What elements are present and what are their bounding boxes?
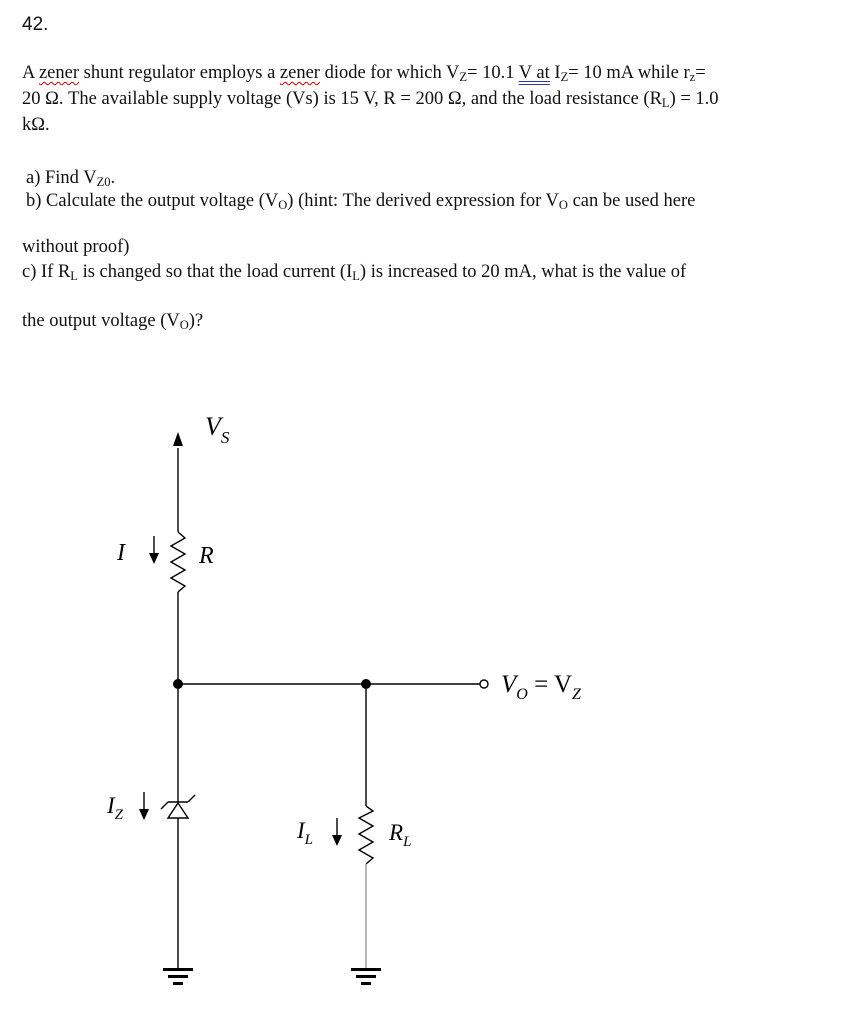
label-i: I: [117, 540, 125, 566]
ground-icon: [351, 968, 381, 985]
intro-text: I: [549, 63, 561, 83]
intro-text: = 10.1: [467, 63, 519, 83]
subscript: z: [689, 70, 696, 84]
part-text: is changed so that the load current (I: [77, 262, 353, 282]
subscript: L: [661, 96, 670, 110]
subscript: O: [558, 198, 568, 212]
subscript: L: [70, 269, 78, 283]
part-text: can be used here: [567, 191, 696, 211]
node-dot: [173, 679, 183, 689]
arrowhead-il: [332, 835, 342, 846]
resistor-rl: [359, 806, 373, 864]
zener-diode-icon: [168, 803, 188, 818]
supply-arrow-icon: [173, 432, 183, 446]
label-r: R: [199, 543, 214, 569]
label-vs: $V_S$: [205, 412, 230, 447]
spellcheck-word: zener: [38, 63, 80, 83]
part-text: ) is increased to 20 mA, what is the value of: [359, 262, 687, 282]
spellcheck-word: zener: [279, 63, 320, 83]
intro-text: ) = 1.0: [669, 89, 719, 109]
label-il: $I_L$: [297, 818, 314, 848]
intro-text: =: [695, 63, 706, 83]
label-vo: $V_O = V_Z$: [501, 671, 581, 703]
intro-text: shunt regulator employs a: [79, 63, 280, 83]
ground-icon: [163, 968, 193, 985]
subscript: O: [179, 318, 189, 332]
part-b-cont: without proof): [22, 237, 130, 257]
part-text: c) If R: [22, 262, 71, 282]
grammar-flag: V at: [518, 63, 550, 83]
part-text: )?: [188, 311, 204, 331]
output-terminal: [480, 680, 488, 688]
label-rl: $R_L$: [389, 820, 412, 850]
intro-text: 20 Ω. The available supply voltage (Vs) is 15 V, R = 200 Ω, and the load resistance (R: [22, 89, 662, 109]
part-text: ) (hint: The derived expression for V: [287, 191, 559, 211]
intro-text: A: [22, 63, 39, 83]
subscript: L: [352, 269, 360, 283]
zener-bend: [161, 802, 168, 809]
label-iz: $I_Z$: [107, 793, 124, 823]
part-text: the output voltage (V: [22, 311, 180, 331]
zener-bend: [188, 795, 195, 802]
arrowhead-i: [149, 553, 159, 564]
intro-line-3: kΩ.: [22, 115, 50, 135]
node-dot: [361, 679, 371, 689]
part-text: b) Calculate the output voltage (V: [26, 191, 279, 211]
question-number: 42.: [22, 14, 49, 35]
subscript: O: [278, 198, 288, 212]
intro-text: diode for which V: [319, 63, 460, 83]
subscript: Z: [560, 70, 569, 84]
part-text: .: [110, 168, 116, 188]
arrowhead-iz: [139, 809, 149, 820]
resistor-r: [171, 532, 185, 592]
subscript: Z: [459, 70, 468, 84]
intro-text: = 10 mA while r: [568, 63, 690, 83]
subscript: Z0: [96, 175, 111, 189]
part-text: a) Find V: [26, 168, 97, 188]
